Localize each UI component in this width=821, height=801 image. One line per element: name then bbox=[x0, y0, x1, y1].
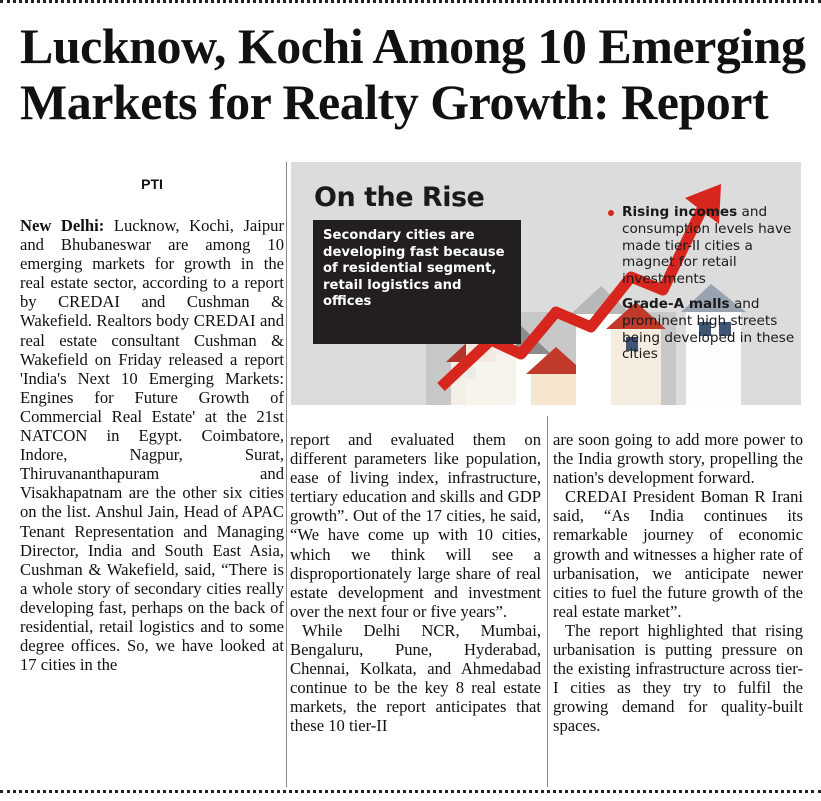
article-paragraph: The report highlighted that rising urbanisation is putting pressure on the existing infrastructure across tier-I cities as they try to fulfil the growing demand for quality-built spaces. bbox=[553, 620, 803, 736]
headline: Lucknow, Kochi Among 10 Emerging Markets for Realty Growth: Report bbox=[20, 18, 806, 130]
graphic-bullet-item bbox=[608, 204, 798, 288]
graphic-bullet-list bbox=[608, 204, 798, 367]
bottom-dotted-rule bbox=[0, 790, 821, 793]
bullet-text: and consumption levels have made tier-II cities a magnet for retail investments bbox=[622, 204, 792, 288]
graphic-callout-box: Secondary cities are developing fast because of residential segment, retail logistics and offices bbox=[313, 220, 521, 344]
bullet-bold-text: Rising incomes bbox=[622, 204, 738, 220]
article-column-1 bbox=[20, 216, 284, 674]
graphic-bullet-item bbox=[608, 296, 798, 363]
top-dotted-rule bbox=[0, 0, 821, 3]
byline: PTI bbox=[141, 176, 163, 192]
article-paragraph bbox=[20, 216, 284, 674]
bullet-text: and prominent high streets being developed in these cities bbox=[622, 295, 795, 363]
bullet-bold-text: Grade-A malls bbox=[622, 295, 730, 312]
bullet-dot-icon bbox=[608, 210, 614, 216]
paragraph-text: Lucknow, Kochi, Jaipur and Bhubaneswar are among 10 emerging markets for growth in the real estate sector, according to a report by CREDAI and Cushman & Wakefield. Realtors body CREDAI and real estate consultant Cushman & Wakefield on Friday released a report 'India's Next 10 Emerging Markets: Engines for Future Growth of Commercial Real Estate' at the 21st NATCON in Egypt. Coimbatore, Indore, Nagpur, Surat, Thiruvananthapuram and Visakhapatnam are the other six cities on the list. Anshul Jain, Head of APAC Tenant Representation and Managing Director, India and South East Asia, Cushman & Wakefield, said, “There is a whole story of secondary cities really developing fast, perhaps on the back of residential, retail logistics and to some degree offices. So, we have looked at 17 cities in the bbox=[20, 216, 284, 675]
article-paragraph: While Delhi NCR, Mumbai, Bengaluru, Pune, Hyderabad, Chennai, Kolkata, and Ahmedabad continue to be the key 8 real estate markets, the report anticipates that these 10 tier-II bbox=[290, 620, 541, 736]
column-divider bbox=[286, 162, 287, 787]
column-divider bbox=[547, 416, 548, 787]
article-column-2 bbox=[290, 430, 541, 736]
bullet-dot-icon bbox=[608, 302, 614, 308]
article-paragraph: are soon going to add more power to the India growth story, propelling the nation's development forward. bbox=[553, 430, 803, 488]
on-the-rise-graphic bbox=[291, 162, 801, 405]
article-paragraph: report and evaluated them on different parameters like population, ease of living index, infrastructure, tertiary education and skills and GDP growth”. Out of the 17 cities, he said, “We have come up with 10 cities, which we think will see a disproportionately large share of real estate development and investment over the next four or five years”. bbox=[290, 430, 541, 621]
dateline: New Delhi: bbox=[20, 216, 105, 235]
article-paragraph: CREDAI President Boman R Irani said, “As India continues its remarkable journey of economic growth and witnesses a higher rate of urbanisation, we anticipate newer cities to fuel the future growth of the real estate market”. bbox=[553, 487, 803, 621]
graphic-title: On the Rise bbox=[314, 182, 485, 213]
article-column-3 bbox=[553, 430, 803, 736]
